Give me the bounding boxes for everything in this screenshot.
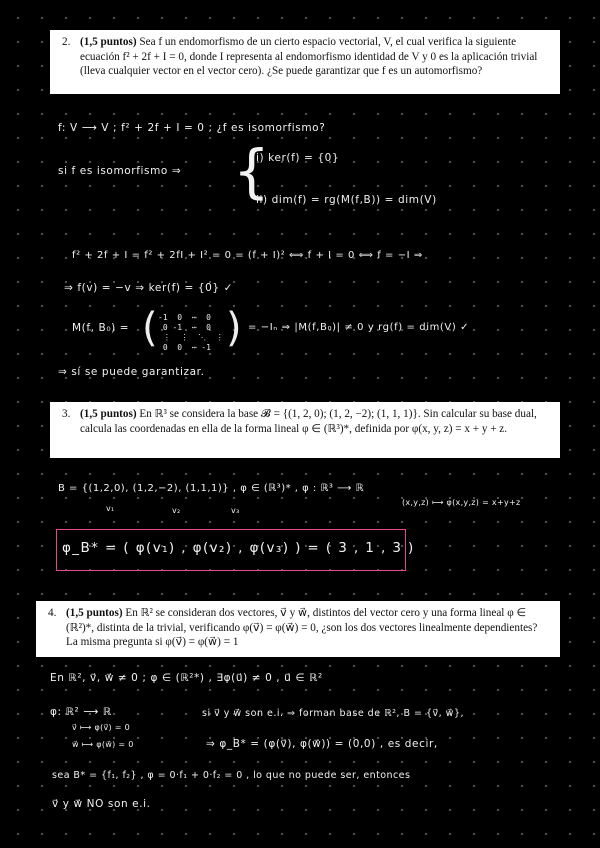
hw-p3-answer: φ_B* = ( φ(v₁) , φ(v₂) , φ(v₃) ) = ( 3 , 1 , 3 )	[62, 540, 415, 556]
problem-points: (1,5 puntos)	[66, 607, 123, 619]
hw-p3-v2: v₂	[172, 506, 181, 515]
hw-p3-basis: B = {(1,2,0), (1,2,−2), (1,1,1)} , φ ∈ (ℝ³)* , φ : ℝ³ ⟶ ℝ	[58, 483, 364, 494]
problem-number: 4.	[48, 607, 57, 619]
hw-p2-conclusion: ⇒ sí se puede garantizar.	[58, 366, 205, 378]
left-brace-icon: {	[233, 137, 270, 205]
problem-text: En ℝ² se consideran dos vectores, v⃗ y w⃗, distintos del vector cero y una forma lineal φ ∈ (ℝ²)*, distinta de la trivial, verificando φ(v⃗) = φ(w⃗) = 0, ¿son los dos vectores linealmente dependientes? La misma pregunta si φ(v⃗) = φ(w⃗) = 1	[66, 607, 538, 649]
problem-number: 3.	[62, 408, 71, 420]
hw-p2-line4: ⇒ f(v) = −v ⇒ ker(f) = {0} ✓	[64, 282, 234, 294]
problem-points: (1,5 puntos)	[80, 36, 137, 48]
hw-p4-phi-v: v⃗ ⟼ φ(v⃗) = 0	[72, 723, 131, 732]
matrix-right-paren-icon: )	[226, 305, 242, 351]
hw-p4-phi-w: w⃗ ⟼ φ(w⃗) = 0	[72, 740, 134, 749]
hw-p4-final: v⃗ y w⃗ NO son e.i.	[52, 798, 151, 810]
hw-p4-line1: En ℝ², v⃗, w⃗ ≠ 0 ; φ ∈ (ℝ²*) , ∃φ(u⃗) ≠ 0 , u⃗ ∈ ℝ²	[50, 672, 323, 684]
hw-p2-if-iso: si f es isomorfismo ⇒	[58, 165, 182, 177]
hw-p3-v1: v₁	[106, 504, 115, 513]
hw-p4-phi-b: ⇒ φ_B* = (φ(v⃗), φ(w⃗)) = (0,0) , es decir,	[206, 738, 438, 750]
hw-p4-sea: sea B* = {f₁, f₂} , φ = 0·f₁ + 0·f₂ = 0 , lo que no puede ser, entonces	[52, 770, 411, 781]
hw-p2-case2: ii) dim(f) = rg(M(f,B)) = dim(V)	[256, 194, 437, 206]
hw-p2-line3: f² + 2f + I = f² + 2fI + I² = 0 = (f + I)² ⟺ f + I = 0 ⟺ f = −I ⇒	[72, 250, 423, 261]
problem-text: Sea f un endomorfismo de un cierto espacio vectorial, V, el cual verifica la siguiente ecuación f² + 2f + I = 0, donde I representa al endomorfismo identidad de V y 0 es la aplicación trivial (lleva cualquier vector en el vector cero). ¿Se puede garantizar que f es un automorfismo?	[80, 36, 538, 78]
hw-p3-v3: v₃	[231, 506, 240, 515]
hw-p2-matrix-lhs: M(f, B₀) =	[72, 322, 130, 334]
hw-p4-phi-def: φ: ℝ² ⟶ ℝ	[50, 706, 112, 718]
problem-points: (1,5 puntos)	[80, 408, 137, 420]
problem-4-statement	[36, 601, 560, 657]
problem-3-statement	[50, 402, 560, 458]
matrix-left-paren-icon: (	[142, 305, 158, 351]
hw-p2-matrix-rhs: = −Iₙ ⇒ |M(f,B₀)| ≠ 0 y rg(f) = dim(V) ✓	[248, 322, 470, 333]
problem-number: 2.	[62, 36, 71, 48]
hw-p2-line1: f: V ⟶ V ; f² + 2f + I = 0 ; ¿f es isomorfismo?	[58, 122, 326, 134]
hw-p2-case1: i) ker(f) = {0}	[256, 152, 340, 164]
hw-p3-map: (x,y,z) ⟼ φ(x,y,z) = x+y+z	[402, 498, 521, 507]
hw-p2-matrix-body: -1 0 ⋯ 0 0 -1 ⋯ 0 ⋮ ⋮ ⋱ ⋮ 0 0 ⋯ -1	[158, 313, 224, 352]
hw-p4-if-li: si v⃗ y w⃗ son e.i. ⇒ forman base de ℝ², B = {v⃗, w⃗},	[202, 708, 465, 719]
problem-text: En ℝ³ se considera la base 𝓑 = {(1, 2, 0); (1, 2, −2); (1, 1, 1)}. Sin calcular su base dual, calcula las coordenadas en ella de la forma lineal φ ∈ (ℝ³)*, definida por φ(x, y, z) = x + y + z.	[80, 408, 537, 435]
problem-2-statement	[50, 30, 560, 94]
